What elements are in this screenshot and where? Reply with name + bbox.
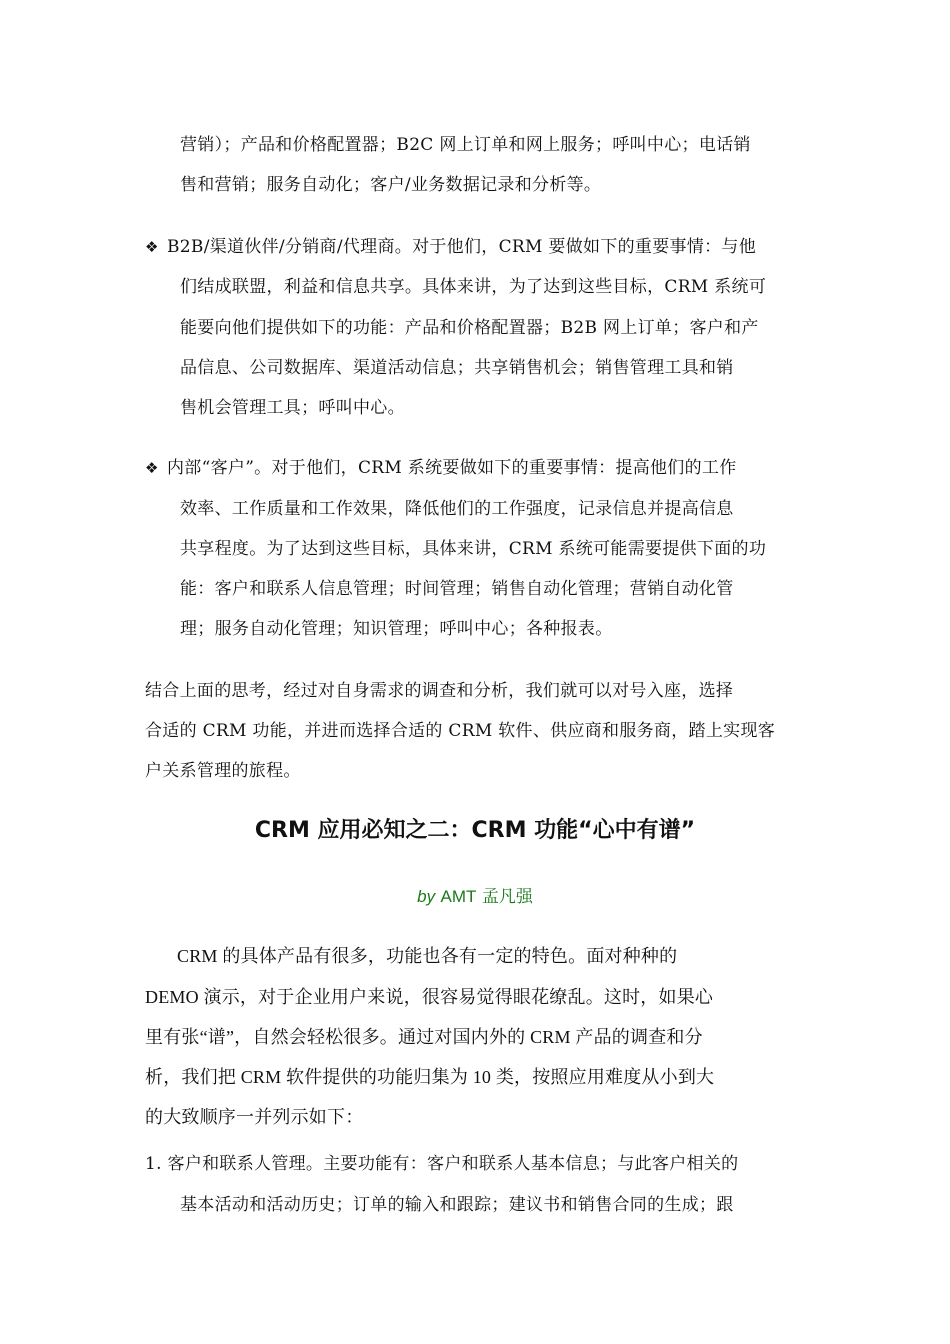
byline-author: 孟凡强 bbox=[481, 887, 533, 907]
text-line: 售机会管理工具；呼叫中心。 bbox=[180, 398, 405, 418]
text-line: 售和营销；服务自动化；客户/业务数据记录和分析等。 bbox=[180, 175, 602, 195]
text-line: 效率、工作质量和工作效果，降低他们的工作强度，记录信息并提高信息 bbox=[180, 499, 734, 519]
text-line: 们结成联盟，利益和信息共享。具体来讲，为了达到这些目标，CRM 系统可 bbox=[180, 277, 767, 297]
text-line: 理；服务自动化管理；知识管理；呼叫中心；各种报表。 bbox=[180, 619, 613, 639]
text-line: B2B/渠道伙伴/分销商/代理商。对于他们，CRM 要做如下的重要事情：与他 bbox=[167, 237, 756, 257]
diamond-bullet-icon: ❖ bbox=[145, 238, 159, 256]
text-line: 的大致顺序一并列示如下： bbox=[145, 1107, 364, 1127]
text-line: 里有张“谱”，自然会轻松很多。通过对国内外的 CRM 产品的调查和分 bbox=[145, 1027, 703, 1047]
text-line: 析，我们把 CRM 软件提供的功能归集为 10 类，按照应用难度从小到大 bbox=[145, 1067, 715, 1087]
diamond-bullet-icon: ❖ bbox=[145, 459, 159, 477]
text-line: 共享程度。为了达到这些目标，具体来讲，CRM 系统可能需要提供下面的功 bbox=[180, 539, 767, 559]
text-line: 1. 客户和联系人管理。主要功能有：客户和联系人基本信息；与此客户相关的 bbox=[145, 1154, 739, 1174]
byline bbox=[0, 882, 950, 907]
byline-org: AMT bbox=[440, 887, 477, 906]
article-title: CRM 应用必知之二：CRM 功能“心中有谱” bbox=[254, 818, 696, 843]
text-line: 品信息、公司数据库、渠道活动信息；共享销售机会；销售管理工具和销 bbox=[180, 358, 734, 378]
text-line: 户关系管理的旅程。 bbox=[145, 761, 301, 781]
text-line: 结合上面的思考，经过对自身需求的调查和分析，我们就可以对号入座，选择 bbox=[145, 681, 734, 701]
text-line: 基本活动和活动历史；订单的输入和跟踪；建议书和销售合同的生成；跟 bbox=[180, 1195, 734, 1215]
text-line: 能：客户和联系人信息管理；时间管理；销售自动化管理；营销自动化管 bbox=[180, 579, 734, 599]
text-line: 合适的 CRM 功能，并进而选择合适的 CRM 软件、供应商和服务商，踏上实现客 bbox=[145, 721, 776, 741]
text-line: DEMO 演示，对于企业用户来说，很容易觉得眼花缭乱。这时，如果心 bbox=[145, 987, 714, 1007]
byline-by: by bbox=[417, 887, 436, 906]
text-line: 营销）；产品和价格配置器；B2C 网上订单和网上服务；呼叫中心；电话销 bbox=[180, 135, 751, 155]
text-line: 内部“客户”。对于他们，CRM 系统要做如下的重要事情：提高他们的工作 bbox=[167, 458, 737, 478]
text-line: 能要向他们提供如下的功能：产品和价格配置器；B2B 网上订单；客户和产 bbox=[180, 318, 759, 338]
text-line: CRM 的具体产品有很多，功能也各有一定的特色。面对种种的 bbox=[177, 946, 678, 966]
